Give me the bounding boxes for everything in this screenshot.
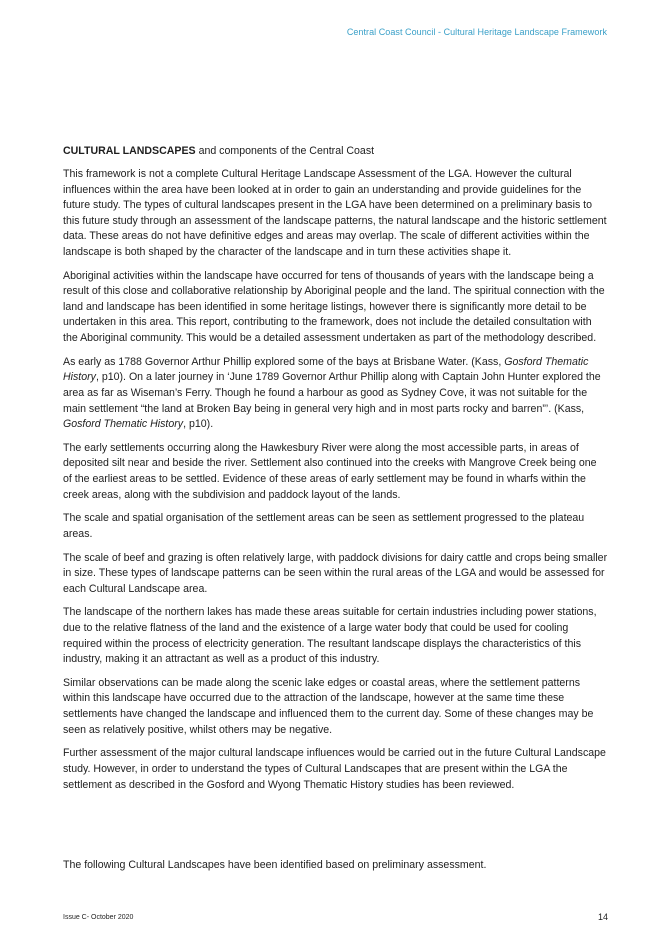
paragraph-framework-scope: This framework is not a complete Cultural Heritage Landscape Assessment of the LGA. However the cultural influences within the area have been looked at in order to gain an understanding and provide guidelines for the future study. The types of cultural landscapes present in the LGA have been determined on a preliminary basis to this future study through an assessment of the landscape patterns, the natural landscape and the historic settlement data. These areas do not have definitive edges and areas may overlap. The scale of different activities within the landscape is both shaped by the character of the landscape and in turn these activities shape it. <box>63 168 607 258</box>
paragraph-further-assessment: Further assessment of the major cultural landscape influences would be carried out in the future Cultural Landscape study. However, in order to understand the types of Cultural Landscapes that are present within the LGA the settlement as described in the Gosford and Wyong Thematic History studies has been reviewed. <box>63 747 606 791</box>
document-body <box>63 144 608 801</box>
running-header: Central Coast Council - Cultural Heritage Landscape Framework <box>346 27 607 37</box>
paragraph-grazing-scale: The scale of beef and grazing is often relatively large, with paddock divisions for dairy cattle and crops being smaller in size. These types of landscape patterns can be seen within the rural areas of the LGA and would be assessed for each Cultural Landscape area. <box>63 551 608 595</box>
p3-citation-title-1: Gosford Thematic History <box>63 355 589 384</box>
page-number: 14 <box>597 912 608 922</box>
section-heading <box>63 144 608 159</box>
paragraph-aboriginal-activities: Aboriginal activities within the landscape have occurred for tens of thousands of years with the landscape being a result of this close and collaborative relationship by Aboriginal people and the land. The spiritual connection with the land and landscape has been identified in some heritage listings, however there is significantly more detail to be undertaken in this area. This report, contributing to the framework, does not include the detailed consultation with the Aboriginal community. This would be a detailed assessment undertaken as part of the methodology described. <box>63 269 605 345</box>
section-heading-bold: CULTURAL LANDSCAPES <box>63 145 196 157</box>
paragraph-early-settlements: The early settlements occurring along the Hawkesbury River were along the most accessible parts, in areas of deposited silt near and beside the river. Settlement also continued into the creeks with Mangrove Creek being one of the earliest areas to be settled. Evidence of these areas of early settlement may be found in wharfs within the creek areas, along with the subdivision and paddock layout of the lands. <box>63 441 597 501</box>
p3-text-e: , p10). <box>183 418 214 431</box>
paragraph-early-exploration <box>63 355 608 433</box>
paragraph-closing: The following Cultural Landscapes have been identified based on preliminary assessment. <box>63 859 487 871</box>
p3-citation-title-2: Gosford Thematic History <box>63 418 184 431</box>
section-heading-rest: and components of the Central Coast <box>195 145 375 157</box>
footer-issue: Issue C- October 2020 <box>63 914 134 921</box>
p3-text-a: As early as 1788 Governor Arthur Phillip explored some of the bays at Brisbane Water. (Kass, <box>63 355 505 368</box>
paragraph-lake-edges: Similar observations can be made along the scenic lake edges or coastal areas, where the settlement patterns within this landscape have occurred due to the attraction of the landscape, however at the same time these settlements have changed the landscape and influenced them to the current day. Some of these changes may be seen as relatively positive, whilst others may be negative. <box>63 676 594 736</box>
paragraph-spatial-organisation: The scale and spatial organisation of the settlement areas can be seen as settlement progressed to the plateau areas. <box>63 512 585 540</box>
paragraph-northern-lakes: The landscape of the northern lakes has made these areas suitable for certain industries including power stations, due to the relative flatness of the land and the existence of a large water body that could be used for cooling required within the process of electricity generation. The resultant landscape displays the characteristics of this industry, making it an attractant as well as a product of this industry. <box>63 606 597 666</box>
p3-text-c: , p10). On a later journey in ‘June 1789 Governor Arthur Phillip along with Captain John Hunter explored the area as far as Wiseman’s Ferry. Though he found a harbour as good as Sydney Cove, it was not suitable for the main settlement “the land at Broken Bay being in general very high and in most parts rocky and barren”’. (Kass, <box>63 371 601 415</box>
